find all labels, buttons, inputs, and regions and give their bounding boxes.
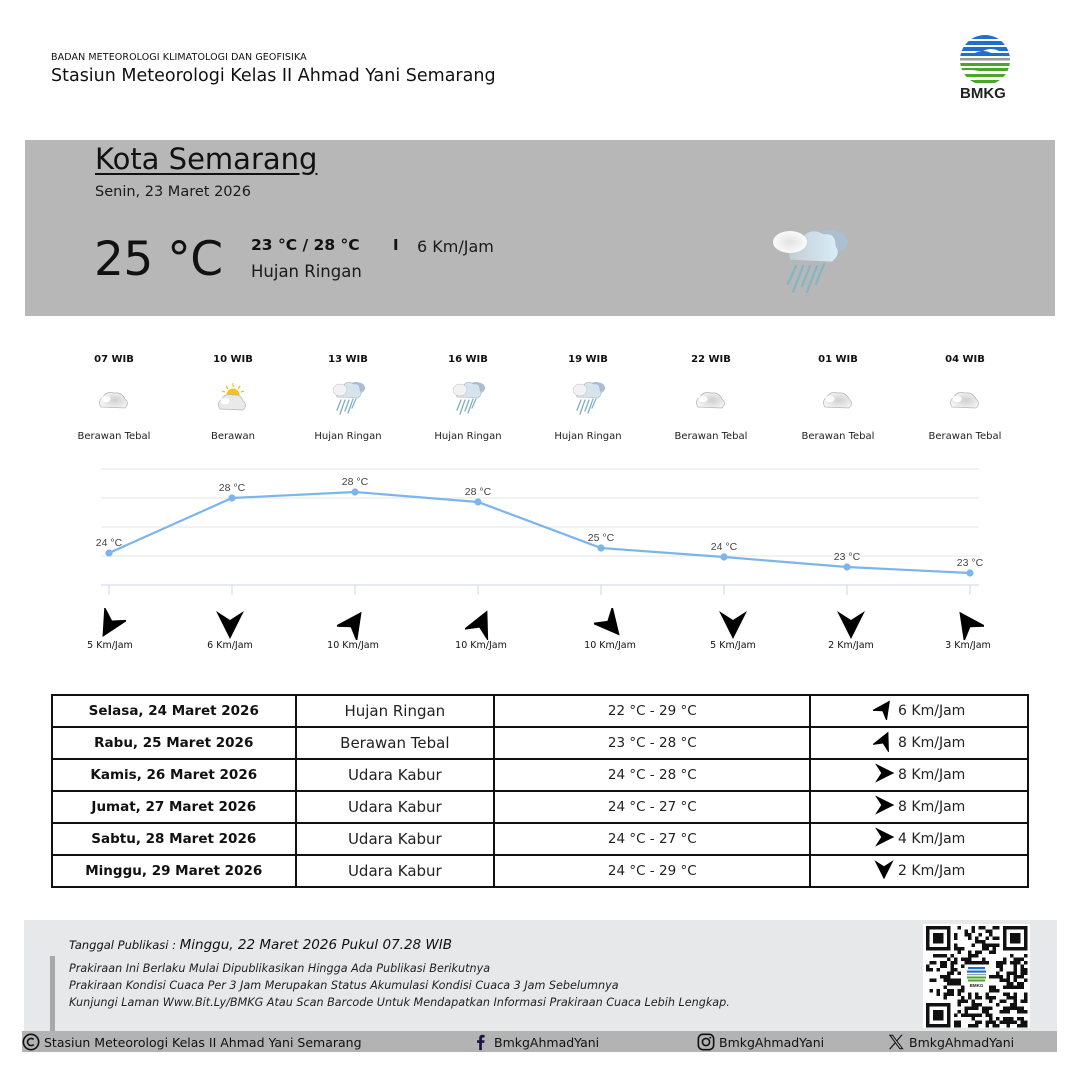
wind-direction-icon bbox=[873, 826, 895, 852]
daily-wind-speed: 8 Km/Jam bbox=[898, 799, 966, 815]
daily-row bbox=[52, 727, 1028, 759]
hour-condition: Berawan Tebal bbox=[928, 431, 1002, 442]
publication-label: Tanggal Publikasi : bbox=[69, 938, 180, 952]
daily-condition: Udara Kabur bbox=[296, 791, 495, 823]
instagram-icon bbox=[697, 1033, 715, 1051]
daily-temperature-range: 24 °C - 27 °C bbox=[494, 823, 810, 855]
wind-direction-icon bbox=[873, 762, 895, 788]
publication-value: Minggu, 22 Maret 2026 Pukul 07.28 WIB bbox=[179, 937, 453, 953]
hour-time: 19 WIB bbox=[568, 354, 608, 365]
wind-speed: 3 Km/Jam bbox=[945, 640, 991, 651]
daily-date: Selasa, 24 Maret 2026 bbox=[52, 695, 296, 727]
min-max-temperature: 23 °C / 28 °C bbox=[251, 236, 360, 254]
hour-condition: Hujan Ringan bbox=[554, 431, 622, 442]
footer-note-2: Prakiraan Kondisi Cuaca Per 3 Jam Merupakan Status Akumulasi Kondisi Cuaca 3 Jam Sebelumnya bbox=[69, 979, 619, 992]
city-name: Kota Semarang bbox=[95, 142, 318, 176]
hour-condition: Hujan Ringan bbox=[434, 431, 502, 442]
footer-accent-bar bbox=[50, 956, 55, 1031]
chart-point[interactable] bbox=[966, 569, 973, 576]
daily-wind bbox=[810, 695, 1028, 727]
hour-condition: Berawan Tebal bbox=[77, 431, 151, 442]
wind-speed: 2 Km/Jam bbox=[828, 640, 874, 651]
wind-direction-icon bbox=[594, 608, 626, 640]
daily-wind bbox=[810, 759, 1028, 791]
hour-time: 10 WIB bbox=[213, 354, 253, 365]
copyright-icon bbox=[22, 1033, 40, 1051]
chart-point[interactable] bbox=[228, 494, 235, 501]
station-name: Stasiun Meteorologi Kelas II Ahmad Yani Semarang bbox=[51, 66, 496, 86]
instagram-handle: BmkgAhmadYani bbox=[719, 1034, 825, 1050]
hour-time: 16 WIB bbox=[448, 354, 488, 365]
wind-speed: 10 Km/Jam bbox=[455, 640, 507, 651]
hour-condition: Berawan Tebal bbox=[801, 431, 875, 442]
wind-direction-icon bbox=[835, 608, 867, 640]
daily-condition: Berawan Tebal bbox=[296, 727, 495, 759]
instagram-link[interactable] bbox=[697, 1033, 824, 1051]
daily-row bbox=[52, 695, 1028, 727]
footer-note-1: Prakiraan Ini Berlaku Mulai Dipublikasikan Hingga Ada Publikasi Berikutnya bbox=[69, 962, 491, 975]
daily-wind-speed: 8 Km/Jam bbox=[898, 767, 966, 783]
wind-direction-icon bbox=[337, 608, 369, 640]
daily-wind bbox=[810, 855, 1028, 887]
chart-data-label: 25 °C bbox=[587, 532, 615, 544]
separator: I bbox=[393, 236, 399, 254]
light-rain-icon bbox=[568, 377, 608, 421]
light-rain-icon bbox=[328, 377, 368, 421]
chart-data-label: 24 °C bbox=[710, 541, 738, 553]
wind-direction-icon bbox=[873, 730, 895, 756]
daily-row bbox=[52, 759, 1028, 791]
daily-date: Kamis, 26 Maret 2026 bbox=[52, 759, 296, 791]
hour-time: 07 WIB bbox=[94, 354, 134, 365]
hour-time: 01 WIB bbox=[818, 354, 858, 365]
x-icon bbox=[887, 1033, 905, 1051]
chart-data-label: 28 °C bbox=[464, 486, 492, 498]
daily-forecast-table bbox=[51, 694, 1029, 888]
facebook-icon bbox=[472, 1033, 490, 1051]
hour-time: 13 WIB bbox=[328, 354, 368, 365]
chart-point[interactable] bbox=[474, 498, 481, 505]
wind-speed: 5 Km/Jam bbox=[87, 640, 133, 651]
chart-point[interactable] bbox=[720, 553, 727, 560]
wind-direction-icon bbox=[94, 608, 126, 640]
x-link[interactable] bbox=[887, 1033, 1014, 1051]
wind-speed: 10 Km/Jam bbox=[584, 640, 636, 651]
daily-condition: Hujan Ringan bbox=[296, 695, 495, 727]
x-handle: BmkgAhmadYani bbox=[909, 1034, 1015, 1050]
wind-direction-icon bbox=[952, 608, 984, 640]
hour-time: 22 WIB bbox=[691, 354, 731, 365]
daily-wind bbox=[810, 727, 1028, 759]
wind-speed: 10 Km/Jam bbox=[327, 640, 379, 651]
hour-condition: Berawan Tebal bbox=[674, 431, 748, 442]
wind-direction-icon bbox=[873, 794, 895, 820]
daily-temperature-range: 23 °C - 28 °C bbox=[494, 727, 810, 759]
daily-date: Sabtu, 28 Maret 2026 bbox=[52, 823, 296, 855]
wind-speed: 6 Km/Jam bbox=[207, 640, 253, 651]
chart-data-label: 28 °C bbox=[341, 476, 369, 488]
chart-point[interactable] bbox=[843, 563, 850, 570]
overcast-icon bbox=[94, 377, 134, 421]
daily-condition: Udara Kabur bbox=[296, 855, 495, 887]
daily-row bbox=[52, 855, 1028, 887]
daily-row bbox=[52, 791, 1028, 823]
chart-data-label: 23 °C bbox=[833, 551, 861, 563]
light-rain-icon bbox=[770, 220, 855, 302]
daily-wind bbox=[810, 823, 1028, 855]
wind-direction-icon bbox=[214, 608, 246, 640]
chart-point[interactable] bbox=[105, 549, 112, 556]
daily-row bbox=[52, 823, 1028, 855]
qr-code-icon bbox=[923, 924, 1030, 1028]
overcast-icon bbox=[691, 377, 731, 421]
publication-date bbox=[69, 937, 452, 953]
facebook-link[interactable] bbox=[472, 1033, 599, 1051]
current-date: Senin, 23 Maret 2026 bbox=[95, 184, 251, 200]
copyright bbox=[22, 1033, 362, 1051]
daily-date: Jumat, 27 Maret 2026 bbox=[52, 791, 296, 823]
bmkg-logo bbox=[955, 34, 1015, 102]
chart-point[interactable] bbox=[351, 488, 358, 495]
copyright-text: Stasiun Meteorologi Kelas II Ahmad Yani Semarang bbox=[44, 1034, 362, 1050]
daily-wind bbox=[810, 791, 1028, 823]
chart-data-label: 23 °C bbox=[956, 557, 984, 569]
daily-temperature-range: 22 °C - 29 °C bbox=[494, 695, 810, 727]
daily-date: Rabu, 25 Maret 2026 bbox=[52, 727, 296, 759]
svg-text:BMKG: BMKG bbox=[969, 983, 984, 988]
wind-direction-icon bbox=[873, 698, 895, 724]
wind-direction-icon bbox=[465, 608, 497, 640]
daily-condition: Udara Kabur bbox=[296, 759, 495, 791]
footer-note-3: Kunjungi Laman Www.Bit.Ly/BMKG Atau Scan Barcode Untuk Mendapatkan Informasi Prakiraan Cuaca Lebih Lengkap. bbox=[69, 996, 730, 1009]
daily-condition: Udara Kabur bbox=[296, 823, 495, 855]
organization-name: BADAN METEOROLOGI KLIMATOLOGI DAN GEOFISIKA bbox=[51, 52, 307, 63]
bmkg-logo-icon bbox=[955, 34, 1015, 86]
partly-cloudy-icon bbox=[213, 377, 253, 421]
hour-condition: Hujan Ringan bbox=[314, 431, 382, 442]
chart-data-label: 28 °C bbox=[218, 482, 246, 494]
daily-wind-speed: 2 Km/Jam bbox=[898, 863, 966, 879]
chart-data-label: 24 °C bbox=[95, 537, 123, 549]
temperature-line-chart bbox=[0, 460, 1080, 595]
daily-wind-speed: 8 Km/Jam bbox=[898, 735, 966, 751]
chart-point[interactable] bbox=[597, 544, 604, 551]
qr-code[interactable] bbox=[923, 924, 1030, 1028]
daily-temperature-range: 24 °C - 29 °C bbox=[494, 855, 810, 887]
current-temperature: 25 °C bbox=[94, 232, 223, 287]
overcast-icon bbox=[818, 377, 858, 421]
hour-condition: Berawan bbox=[211, 431, 255, 442]
daily-wind-speed: 4 Km/Jam bbox=[898, 831, 966, 847]
wind-speed: 5 Km/Jam bbox=[710, 640, 756, 651]
bmkg-logo-text: BMKG bbox=[960, 85, 1006, 102]
current-condition: Hujan Ringan bbox=[251, 262, 362, 281]
daily-temperature-range: 24 °C - 28 °C bbox=[494, 759, 810, 791]
facebook-handle: BmkgAhmadYani bbox=[494, 1034, 600, 1050]
hour-time: 04 WIB bbox=[945, 354, 985, 365]
current-wind-speed: 6 Km/Jam bbox=[417, 237, 494, 256]
wind-direction-icon bbox=[873, 858, 895, 884]
wind-direction-icon bbox=[717, 608, 749, 640]
overcast-icon bbox=[945, 377, 985, 421]
daily-date: Minggu, 29 Maret 2026 bbox=[52, 855, 296, 887]
daily-wind-speed: 6 Km/Jam bbox=[898, 703, 966, 719]
daily-temperature-range: 24 °C - 27 °C bbox=[494, 791, 810, 823]
light-rain-icon bbox=[448, 377, 488, 421]
